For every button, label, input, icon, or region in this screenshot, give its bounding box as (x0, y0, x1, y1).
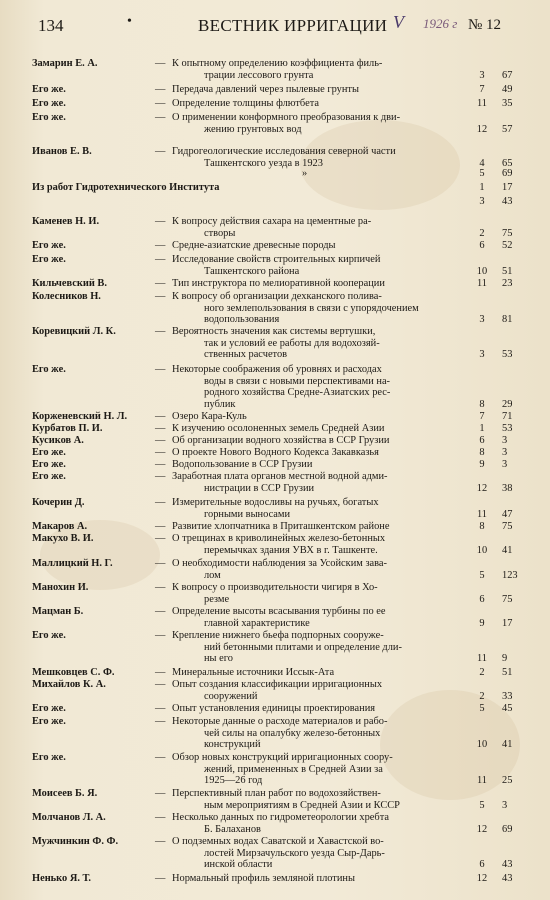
issue-number-cell: 12 (476, 482, 488, 494)
entry-dash: — (155, 146, 166, 157)
issue-number-cell: 10 (476, 265, 488, 277)
issue-number-cell: 7 (479, 411, 485, 422)
page-number-cell: 65 (502, 157, 513, 169)
entry-author: Его же. (32, 459, 66, 470)
issue-number-cell: 6 (479, 435, 485, 446)
entry-title-line: ственных расчетов (204, 349, 288, 360)
entry-author: Его же. (32, 84, 66, 95)
entry-title-line: Передача давлений через пылевые грунты (172, 84, 359, 95)
entry-title-line: О применении конформного преобразования к дви- (172, 112, 401, 123)
entry-title-line: Некоторые данные о расходе материалов и рабо- (172, 716, 388, 727)
issue-number-cell: 8 (479, 447, 485, 458)
entry-dash: — (155, 667, 166, 678)
issue-number-cell: 7 (479, 84, 485, 95)
entry-author: Молчанов Л. А. (32, 812, 106, 823)
page-number-cell: 33 (502, 690, 513, 702)
entry-author: Кочерин Д. (32, 497, 85, 508)
entry-dash: — (155, 582, 166, 593)
entry-dash: — (155, 240, 166, 251)
page-number-cell: 3 (502, 435, 508, 446)
entry-dash: — (155, 112, 166, 123)
page-number-cell: 51 (502, 667, 513, 678)
entry-title (172, 84, 468, 96)
entry-title-line: водопользования (204, 314, 280, 325)
entry-dash: — (155, 497, 166, 508)
issue-number-cell: 12 (476, 123, 488, 135)
entry-title (172, 364, 468, 410)
entry-title (172, 98, 468, 110)
entry-dash: — (155, 84, 166, 95)
entry-title-line: сооружений (204, 690, 258, 702)
entry-title-line: Минеральные источники Иссык-Ата (172, 667, 335, 678)
issue-number-cell: 9 (479, 459, 485, 470)
page-number-cell: 75 (502, 593, 513, 605)
page-number-cell: 17 (502, 182, 513, 193)
entry-title-line: Измерительные водосливы на ручьях, богатых (172, 497, 379, 508)
entry-title (172, 216, 468, 239)
entry-title (172, 447, 468, 459)
handwritten-year: 1926 г (423, 16, 458, 31)
entry-title (172, 471, 468, 494)
entry-title-line: ным мероприятиям в Средней Азии и КССР (204, 799, 400, 811)
entry-title-line: Об организации водного хозяйства в ССР Грузии (172, 435, 390, 446)
issue-number-cell: 10 (476, 544, 488, 556)
entry-title-line: публик (204, 398, 236, 410)
entry-title-line: К вопросу о производительности чигиря в Хо- (172, 582, 378, 593)
entry-title-line: К опытному определению коэффициента филь- (172, 58, 383, 69)
entry-author: Его же. (32, 112, 66, 123)
page-number-cell: 52 (502, 240, 513, 251)
entry-title-line: Водопользование в ССР Грузии (172, 459, 313, 470)
entry-author: Его же. (32, 364, 66, 375)
entry-title-line: О подземных водах Саватской и Хавастской во- (172, 836, 384, 847)
page-number-cell: 57 (502, 123, 513, 135)
entry-dash: — (155, 533, 166, 544)
issue-number-cell: 11 (476, 98, 487, 109)
issue-number-cell: 3 (479, 196, 485, 207)
entry-author: Его же. (32, 98, 66, 109)
entry-title-line: Опыт установления единицы проектирования (172, 703, 376, 714)
page-number-cell: 9 (502, 653, 508, 664)
entry-title-line: Озеро Кара-Куль (172, 411, 247, 422)
entry-title-line: 1925—26 год (204, 775, 263, 786)
entry-author: Кусиков А. (32, 435, 84, 446)
entry-dash: — (155, 558, 166, 569)
entry-title-line: Гидрогеологические исследования северной части (172, 146, 396, 157)
entry-title-line: так и условий ее работы для водохозяй- (204, 337, 380, 349)
entry-title (172, 703, 468, 715)
entry-author: Замарин Е. А. (32, 58, 98, 69)
page-number-cell: 43 (502, 873, 513, 884)
entry-author: Ненько Я. Т. (32, 873, 92, 884)
entry-dash: — (155, 471, 166, 482)
issue-number-cell: 8 (479, 521, 485, 532)
page-number-cell: 53 (502, 423, 513, 434)
entry-title (172, 630, 468, 665)
page-number-cell: 35 (502, 98, 513, 109)
entry-title (172, 278, 468, 290)
entry-title-line: главной характеристике (204, 617, 310, 629)
entry-title (172, 326, 468, 361)
entry-author: Его же. (32, 471, 66, 482)
entry-title-line: Б. Балаханов (204, 823, 261, 835)
entry-author: Его же. (32, 254, 66, 265)
entry-author: Его же. (32, 703, 66, 714)
page-number-cell: 23 (502, 278, 513, 289)
entry-author: Иванов Е. В. (32, 146, 92, 157)
issue-number-cell: 3 (479, 69, 485, 81)
page-number-cell: 38 (502, 482, 513, 494)
page-number-cell: 41 (502, 739, 513, 750)
entry-dash: — (155, 216, 166, 227)
entry-title-line: Средне-азиатские древесные породы (172, 240, 336, 251)
page-number-cell: 47 (502, 508, 513, 520)
entry-author: Его же. (32, 716, 66, 727)
entry-dash: — (155, 812, 166, 823)
entry-title-line: перемычках здания УВХ в г. Ташкенте. (204, 544, 378, 556)
page-number-cell: 3 (502, 459, 508, 470)
entry-title-line: створы (204, 227, 236, 239)
entry-title-line: Перспективный план работ по водохозяйствен- (172, 788, 381, 799)
handwritten-check-mark: V (393, 12, 404, 32)
page-number-cell: 123 (502, 569, 518, 581)
entry-dash: — (155, 278, 166, 289)
section-heading: Из работ Гидротехнического Института (32, 182, 220, 193)
entry-dash: — (155, 58, 166, 69)
entry-title (172, 459, 468, 471)
entry-title-line: Несколько данных по гидрометеорологии хребта (172, 812, 389, 823)
entry-author: Курбатов П. И. (32, 423, 103, 434)
entry-title-line: Обзор новых конструкций ирригационных соору- (172, 752, 393, 763)
issue-number-cell: 6 (479, 593, 485, 605)
entry-dash: — (155, 836, 166, 847)
entry-title (172, 146, 468, 169)
page-number-cell: 29 (502, 398, 513, 410)
issue-number-cell: 5 (479, 703, 485, 714)
entry-title-line: родного хозяйства Средне-Азиатских рес- (204, 387, 391, 398)
entry-dash: — (155, 606, 166, 617)
entry-dash: — (155, 630, 166, 641)
entry-title-line: Развитие хлопчатника в Приташкентском районе (172, 521, 390, 532)
entry-title (172, 533, 468, 556)
entry-author: Маллицкий Н. Г. (32, 558, 113, 569)
entry-title-line: Ташкентского уезда в 1923 (204, 157, 323, 169)
entry-title-line: жению грунтовых вод (204, 123, 302, 135)
entry-title-line: инской области (204, 859, 273, 870)
entry-dash: — (155, 291, 166, 302)
entry-title (172, 558, 468, 581)
entry-author: Мешковцев С. Ф. (32, 667, 115, 678)
page-number-cell: 75 (502, 521, 513, 532)
page-number-cell: 43 (502, 196, 513, 207)
page-number-cell: 25 (502, 775, 513, 786)
entry-title (172, 752, 468, 787)
entry-dash: — (155, 326, 166, 337)
entry-title-line: Заработная плата органов местной водной адми- (172, 471, 388, 482)
entry-title-line: Определение высоты всасывания турбины по ее (172, 606, 386, 617)
page-number-cell: 41 (502, 544, 513, 556)
entry-title-line: Определение толщины флютбета (172, 98, 319, 109)
page-number: 134 (38, 16, 64, 35)
entry-author: Колесников Н. (32, 291, 101, 302)
entry-title-line: К вопросу об организации дехканского полива- (172, 291, 382, 302)
journal-title: ВЕСТНИК ИРРИГАЦИИ (198, 16, 388, 35)
entry-dash: — (155, 521, 166, 532)
entry-author: Кильчевский В. (32, 278, 107, 289)
entry-title (172, 435, 468, 447)
issue-number-cell: 11 (476, 653, 487, 664)
entry-title-line: Тип инструктора по мелиоративной кооперации (172, 278, 385, 289)
entry-title (172, 112, 468, 135)
entry-title-line: жений, примененных в Средней Азии за (204, 763, 383, 775)
entry-title-line: К вопросу действия сахара на цементные ра- (172, 216, 372, 227)
page-number-cell: 3 (502, 447, 508, 458)
entry-title-line: Опыт создания классификации ирригационных (172, 679, 383, 690)
entry-title-line: горными выносами (204, 508, 291, 520)
entry-title (172, 254, 468, 277)
page-number-cell: 81 (502, 314, 513, 325)
issue-number-cell: 3 (479, 314, 485, 325)
issue-number-cell: 12 (476, 873, 488, 884)
entry-title (172, 873, 468, 885)
issue-number-cell: 1 (479, 182, 485, 193)
issue-number: № 12 (468, 17, 502, 33)
entry-dash: — (155, 788, 166, 799)
entry-dash: — (155, 752, 166, 763)
page-number-cell: 69 (502, 168, 513, 179)
entry-title-line: О трещинах в криволинейных железо-бетонных (172, 533, 386, 544)
entry-author: Каменев Н. И. (32, 216, 100, 227)
entry-dash: — (155, 459, 166, 470)
page-number-cell: 3 (502, 799, 508, 811)
entry-title (172, 836, 468, 871)
entry-dash: — (155, 98, 166, 109)
issue-number-cell: 11 (476, 508, 487, 520)
issue-number-cell: 6 (479, 859, 485, 870)
entry-title-line: Ташкентского района (204, 265, 300, 277)
entry-title-line: воды в связи с новыми перспективами на- (204, 375, 391, 387)
entry-title (172, 716, 468, 751)
issue-number-cell: 11 (476, 278, 487, 289)
page-number-cell: 53 (502, 349, 513, 360)
entry-title-line: нистрации в ССР Грузии (204, 482, 315, 494)
page-number-cell: 71 (502, 411, 513, 422)
entry-title-line: ного землепользования в связи с упорядочением (204, 302, 419, 314)
entry-author: Корженевский Н. Л. (32, 411, 128, 422)
header-dot: • (127, 14, 132, 29)
entry-author: Его же. (32, 752, 66, 763)
page-number-cell: 69 (502, 823, 513, 835)
entry-dash: — (155, 703, 166, 714)
issue-number-cell: 2 (479, 227, 485, 239)
entry-title-line: К изучению осолоненных земель Средней Азии (172, 423, 385, 434)
entry-title (172, 788, 468, 811)
entry-title (172, 58, 468, 81)
entry-title-line: Исследование свойств строительных кирпичей (172, 254, 381, 265)
issue-number-cell: 11 (476, 775, 487, 786)
entry-dash: — (155, 447, 166, 458)
issue-number-cell: 5 (479, 799, 485, 811)
entry-author: Его же. (32, 240, 66, 251)
entry-author: Манохин И. (32, 582, 89, 593)
entry-title-line: лостей Мирзачульского уезда Сыр-Дарь- (204, 847, 385, 859)
entry-author: Мужчинкин Ф. Ф. (32, 836, 119, 847)
entry-title-line: Крепление нижнего бьефа подпорных сооруже- (172, 630, 384, 641)
page-number-cell: 67 (502, 69, 513, 81)
issue-number-cell: 1 (479, 423, 485, 434)
entry-dash: — (155, 435, 166, 446)
page-number-cell: 75 (502, 227, 513, 239)
page-number-cell: 17 (502, 617, 513, 629)
issue-number-cell: 12 (476, 823, 488, 835)
page-number-cell: 45 (502, 703, 513, 714)
entry-title-line: О проекте Нового Водного Кодекса Закавказья (172, 447, 379, 458)
entry-author: Макухо В. И. (32, 533, 94, 544)
entry-dash: — (155, 411, 166, 422)
entry-title (172, 411, 468, 423)
entry-dash: — (155, 364, 166, 375)
entry-title (172, 168, 468, 180)
page-number-cell: 43 (502, 859, 513, 870)
entry-title-line: Вероятность значения как системы вертушки, (172, 326, 376, 337)
entry-title (172, 606, 468, 629)
entry-title-line: чей силы на опалубку железо-бетонных (204, 727, 381, 739)
entry-title (172, 679, 468, 702)
entry-title-line: Некоторые соображения об уровнях и расходах (172, 364, 382, 375)
issue-number-cell: 2 (479, 690, 485, 702)
entry-title-line: резме (204, 593, 230, 605)
entry-author: Михайлов К. А. (32, 679, 106, 690)
entry-dash: — (155, 873, 166, 884)
entry-title-line: ны его (204, 653, 233, 664)
entry-dash: — (155, 254, 166, 265)
entry-author: Его же. (32, 630, 66, 641)
entry-author: Моисеев Б. Я. (32, 788, 98, 799)
entry-title (172, 521, 468, 533)
entry-title (32, 182, 472, 194)
issue-number-cell: 3 (479, 349, 485, 360)
entry-title-line: трации лессового грунта (204, 69, 314, 81)
page-number-cell: 49 (502, 84, 513, 95)
issue-number-cell: 5 (479, 168, 485, 179)
entry-title-line: О необходимости наблюдения за Усойским зава- (172, 558, 387, 569)
entry-author: Его же. (32, 447, 66, 458)
entry-dash: — (155, 423, 166, 434)
issue-number-cell: 9 (479, 617, 485, 629)
issue-number-cell: 8 (479, 398, 485, 410)
entry-author: Макаров А. (32, 521, 88, 532)
entry-title-line: Нормальный профиль земляной плотины (172, 873, 355, 884)
page-number-cell: 51 (502, 265, 513, 277)
entry-title-line: » (302, 168, 308, 179)
issue-number-cell: 10 (476, 739, 488, 750)
entry-title (172, 812, 468, 835)
issue-number-cell: 5 (479, 569, 485, 581)
entry-dash: — (155, 716, 166, 727)
entry-author: Мацман Б. (32, 606, 84, 617)
entry-title (172, 240, 468, 252)
entry-author: Коревицкий Л. К. (32, 326, 116, 337)
entry-title (172, 291, 468, 326)
entry-title (172, 667, 468, 679)
entry-title-line: ний бетонными плитами и определение дли- (204, 641, 402, 653)
entry-title-line: лом (204, 569, 221, 581)
entry-dash: — (155, 679, 166, 690)
entry-title (172, 423, 468, 435)
entry-title (172, 582, 468, 605)
entry-title-line: конструкций (204, 739, 261, 750)
entry-title (172, 497, 468, 520)
issue-number-cell: 2 (479, 667, 485, 678)
issue-number-cell: 4 (479, 157, 485, 169)
issue-number-cell: 6 (479, 240, 485, 251)
